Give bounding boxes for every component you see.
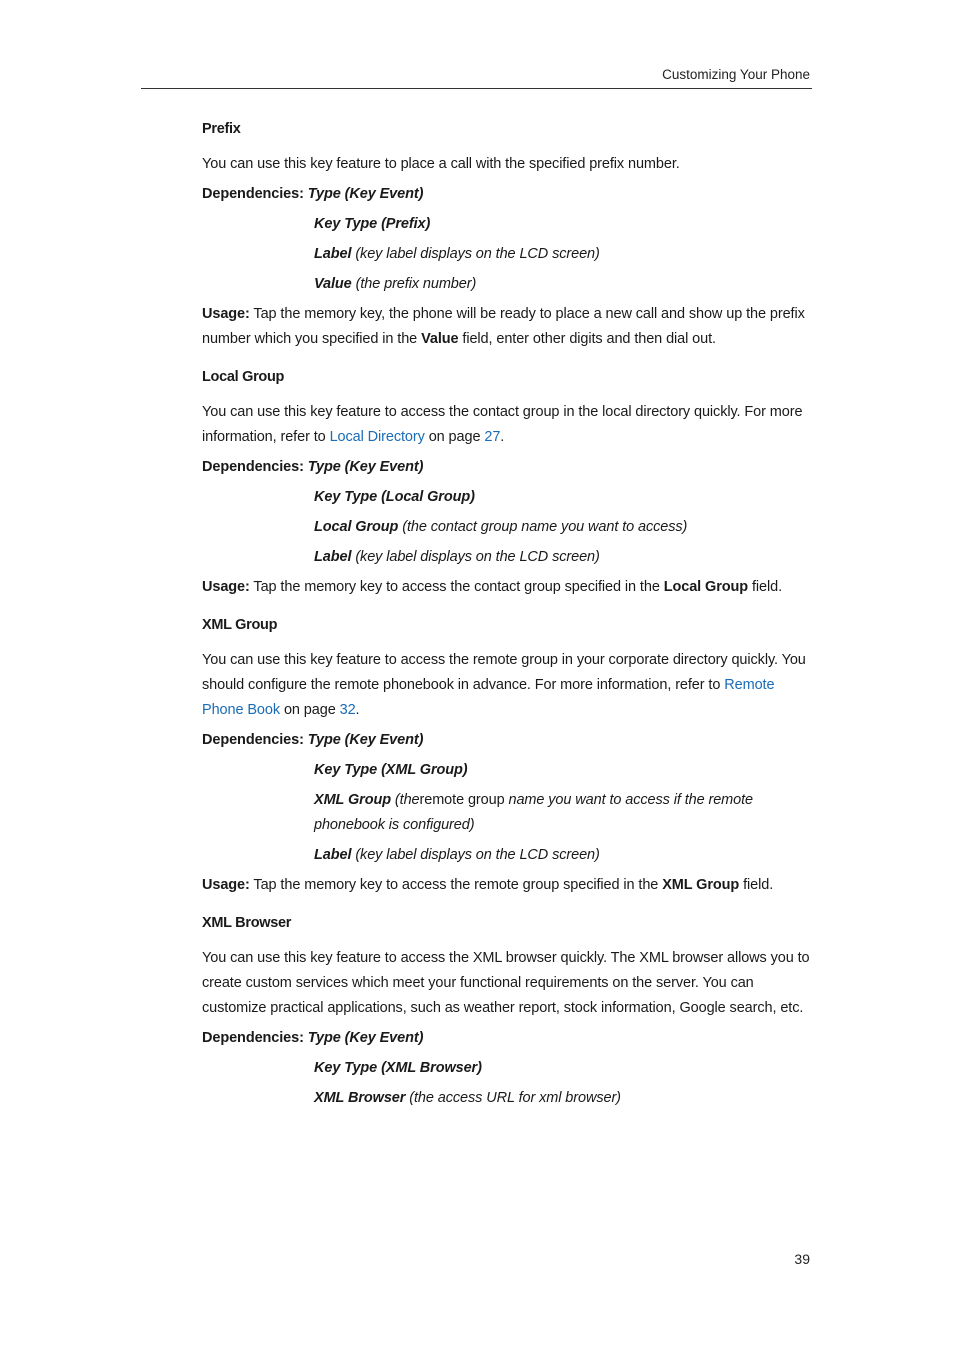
usage-text: Tap the memory key to access the contact group specified in the <box>253 579 660 595</box>
local-group-param <box>314 515 814 540</box>
local-group-intro: You can use this key feature to access the contact group in the local directory quickly. For more information, refer to Local Directory on page 27. <box>202 404 803 445</box>
usage-field-name: Value <box>421 331 459 347</box>
prefix-dependencies <box>202 182 814 207</box>
prefix-intro: You can use this key feature to place a call with the specified prefix number. <box>202 156 680 172</box>
page-number: 39 <box>794 1251 810 1267</box>
usage-text: Tap the memory key, the phone will be ready to place a new call and show up the prefix number which you specified in the <box>202 306 805 347</box>
section-heading-prefix: Prefix <box>202 121 241 137</box>
usage-text-end: field. <box>743 877 774 893</box>
prefix-value-param <box>314 272 814 297</box>
running-header: Customizing Your Phone <box>662 67 810 82</box>
header-divider <box>141 88 812 89</box>
prefix-usage <box>202 302 814 352</box>
label-param-name: Label <box>314 847 352 863</box>
xml-browser-key-type <box>314 1056 814 1081</box>
on-page-text: on page <box>428 429 481 445</box>
type-param-name: Type <box>307 1030 341 1046</box>
local-group-key-type <box>314 485 814 510</box>
section-heading-xml-group: XML Group <box>202 617 278 633</box>
local-group-param-desc: (the contact group name you want to access) <box>402 519 688 535</box>
type-param-value: (Key Event) <box>344 186 424 202</box>
label-param-desc: (key label displays on the LCD screen) <box>355 847 600 863</box>
label-param-name: Label <box>314 549 352 565</box>
xml-group-intro: You can use this key feature to access the remote group in your corporate directory quickly. You should configure the remote phonebook in advance. For more information, refer to Remote Phone Book on page 32. <box>202 652 806 718</box>
type-param-name: Type <box>307 459 341 475</box>
usage-text: Tap the memory key to access the remote group specified in the <box>253 877 659 893</box>
page-link-32[interactable]: 32 <box>339 702 356 718</box>
local-directory-link[interactable]: Local Directory <box>329 429 425 445</box>
type-param-name: Type <box>307 732 341 748</box>
xml-group-param <box>314 788 814 838</box>
prefix-key-type <box>314 212 814 237</box>
xml-browser-intro: You can use this key feature to access the XML browser quickly. The XML browser allows you to create custom services which meet your functional requirements on the server. You can customize practical applications, such as weather report, stock information, Google search, etc. <box>202 950 810 1016</box>
xml-group-usage <box>202 873 814 898</box>
xml-group-param-name: XML Group <box>314 792 391 808</box>
key-type-name: Key Type <box>314 762 378 778</box>
local-group-label-param <box>314 545 814 570</box>
key-type-value: (Prefix) <box>381 216 431 232</box>
dependencies-label: Dependencies: <box>202 186 304 202</box>
on-page-text: on page <box>283 702 336 718</box>
xml-group-param-desc-plain: remote group <box>419 792 505 808</box>
dependencies-label: Dependencies: <box>202 1030 304 1046</box>
intro-text: You can use this key feature to access the contact group in the local directory quickly. For more information, refer to <box>202 404 803 445</box>
page-link-27[interactable]: 27 <box>484 429 501 445</box>
xml-group-dependencies <box>202 728 814 753</box>
usage-text-end: field, enter other digits and then dial out. <box>462 331 716 347</box>
key-type-value: (XML Browser) <box>381 1060 482 1076</box>
label-param-desc: (key label displays on the LCD screen) <box>355 549 600 565</box>
xml-group-param-desc-a: (the <box>394 792 420 808</box>
xml-group-label-param <box>314 843 814 868</box>
value-param-name: Value <box>314 276 352 292</box>
section-heading-xml-browser: XML Browser <box>202 915 292 931</box>
xml-group-key-type <box>314 758 814 783</box>
key-type-value: (Local Group) <box>381 489 475 505</box>
usage-label: Usage: <box>202 579 250 595</box>
dependencies-label: Dependencies: <box>202 732 304 748</box>
usage-text-end: field. <box>751 579 782 595</box>
remote-phone-book-link[interactable]: Remote Phone Book <box>202 677 775 718</box>
xml-browser-param-desc: (the access URL for xml browser) <box>409 1090 621 1106</box>
xml-browser-param <box>314 1086 814 1111</box>
usage-label: Usage: <box>202 877 250 893</box>
key-type-name: Key Type <box>314 1060 378 1076</box>
usage-field-name: XML Group <box>662 877 740 893</box>
local-group-usage <box>202 575 814 600</box>
usage-label: Usage: <box>202 306 250 322</box>
label-param-name: Label <box>314 246 352 262</box>
dependencies-label: Dependencies: <box>202 459 304 475</box>
page-content <box>202 118 814 1116</box>
value-param-desc: (the prefix number) <box>355 276 477 292</box>
usage-field-name: Local Group <box>663 579 749 595</box>
section-heading-local-group: Local Group <box>202 369 285 385</box>
key-type-name: Key Type <box>314 216 378 232</box>
local-group-param-name: Local Group <box>314 519 399 535</box>
key-type-name: Key Type <box>314 489 378 505</box>
xml-browser-dependencies <box>202 1026 814 1051</box>
xml-group-param-desc-b: name you want to access if the remote phonebook is configured) <box>314 792 754 833</box>
type-param-value: (Key Event) <box>344 732 424 748</box>
prefix-label-param <box>314 242 814 267</box>
label-param-desc: (key label displays on the LCD screen) <box>355 246 600 262</box>
type-param-value: (Key Event) <box>344 459 424 475</box>
local-group-dependencies <box>202 455 814 480</box>
intro-text: You can use this key feature to access the remote group in your corporate directory quickly. You should configure the remote phonebook in advance. For more information, refer to <box>202 652 806 693</box>
xml-browser-param-name: XML Browser <box>314 1090 406 1106</box>
type-param-name: Type <box>307 186 341 202</box>
type-param-value: (Key Event) <box>344 1030 424 1046</box>
key-type-value: (XML Group) <box>381 762 468 778</box>
